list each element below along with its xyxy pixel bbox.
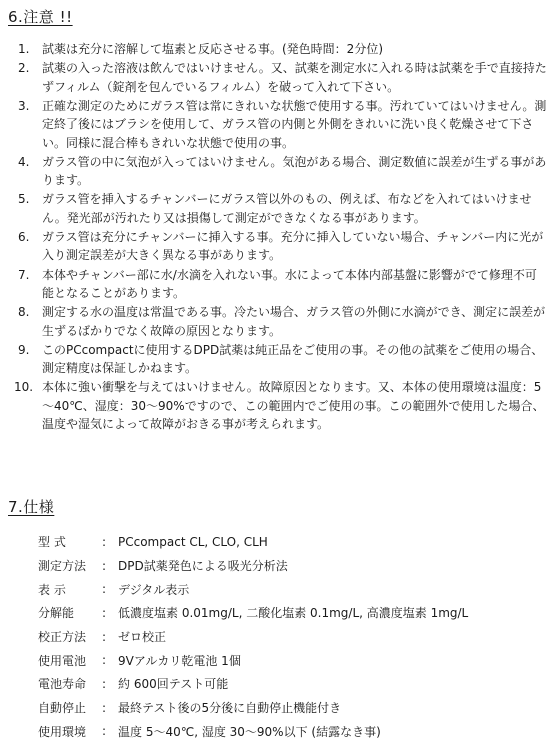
caution-item-text: ガラス管の中に気泡が入ってはいけません。気泡がある場合、測定数値に誤差が生ずる事があります。 xyxy=(0,153,552,190)
caution-item-text: 測定する水の温度は常温である事。冷たい場合、ガラス管の外側に水滴ができ、測定に誤差が生ずるばかりでなく故障の原因となります。 xyxy=(0,303,552,340)
specs-heading: 7.仕様 xyxy=(8,496,54,517)
spec-value: 最終テスト後の5分後に自動停止機能付き xyxy=(118,696,468,720)
spec-row-calibration xyxy=(38,625,468,649)
caution-item-text: 試薬は充分に溶解して塩素と反応させる事。(発色時間：2分位) xyxy=(0,40,552,59)
spec-row-resolution xyxy=(38,601,468,625)
caution-item-number: 1. xyxy=(18,40,29,59)
spec-value: 9Vアルカリ乾電池 1個 xyxy=(118,648,468,672)
caution-item-number: 10. xyxy=(14,378,33,397)
spec-colon: : xyxy=(102,648,118,672)
caution-item-5 xyxy=(0,190,552,227)
spec-label: 測定方法 xyxy=(38,554,102,578)
spec-row-auto-off xyxy=(38,696,468,720)
spec-label: 電池寿命 xyxy=(38,672,102,696)
spec-value: ゼロ校正 xyxy=(118,625,468,649)
spec-value: 約 600回テスト可能 xyxy=(118,672,468,696)
spec-colon: : xyxy=(102,577,118,601)
spec-row-battery xyxy=(38,648,468,672)
spec-value: PCcompact CL, CLO, CLH xyxy=(118,530,468,554)
caution-item-text: ガラス管を挿入するチャンバーにガラス管以外のもの、例えば、布などを入れてはいけません。発光部が汚れたり又は損傷して測定ができなくなる事があります。 xyxy=(0,190,552,227)
caution-item-number: 9. xyxy=(18,341,29,360)
spec-row-model xyxy=(38,530,468,554)
caution-item-4 xyxy=(0,153,552,190)
spec-label: 分解能 xyxy=(38,601,102,625)
spec-label: 自動停止 xyxy=(38,696,102,720)
spec-value: DPD試薬発色による吸光分析法 xyxy=(118,554,468,578)
caution-item-number: 2. xyxy=(18,59,29,78)
caution-item-number: 8. xyxy=(18,303,29,322)
caution-list xyxy=(0,40,552,434)
caution-item-number: 7. xyxy=(18,266,29,285)
spec-value: デジタル表示 xyxy=(118,577,468,601)
spec-colon: : xyxy=(102,672,118,696)
caution-item-number: 5. xyxy=(18,190,29,209)
spec-colon: : xyxy=(102,625,118,649)
caution-item-10 xyxy=(0,378,552,434)
spec-label: 使用環境 xyxy=(38,720,102,743)
caution-item-number: 4. xyxy=(18,153,29,172)
caution-item-text: 本体やチャンバー部に水/水滴を入れない事。水によって本体内部基盤に影響がでて修理不可能となることがあります。 xyxy=(0,266,552,303)
spec-row-display xyxy=(38,577,468,601)
caution-item-text: 正確な測定のためにガラス管は常にきれいな状態で使用する事。汚れていてはいけません。測定終了後にはブラシを使用して、ガラス管の内側と外側をきれいに洗い良く乾燥させて下さい。同様に混合棒もきれいな状態で使用の事。 xyxy=(0,97,552,153)
caution-item-6 xyxy=(0,228,552,265)
spec-label: 使用電池 xyxy=(38,648,102,672)
spec-colon: : xyxy=(102,554,118,578)
spec-colon: : xyxy=(102,696,118,720)
caution-item-text: ガラス管は充分にチャンバーに挿入する事。充分に挿入していない場合、チャンバー内に光が入り測定誤差が大きく異なる事があります。 xyxy=(0,228,552,265)
caution-item-number: 3. xyxy=(18,97,29,116)
spec-table xyxy=(38,530,468,743)
caution-item-9 xyxy=(0,341,552,378)
spec-label: 型 式 xyxy=(38,530,102,554)
spec-label: 表 示 xyxy=(38,577,102,601)
spec-colon: : xyxy=(102,530,118,554)
spec-colon: : xyxy=(102,601,118,625)
caution-item-number: 6. xyxy=(18,228,29,247)
caution-item-8 xyxy=(0,303,552,340)
spec-label: 校正方法 xyxy=(38,625,102,649)
caution-item-7 xyxy=(0,266,552,303)
spec-row-environment xyxy=(38,720,468,743)
spec-colon: : xyxy=(102,720,118,743)
caution-item-text: 試薬の入った溶液は飲んではいけません。又、試薬を測定水に入れる時は試薬を手で直接持たずフィルム（錠剤を包んでいるフィルム）を破って入れて下さい。 xyxy=(0,59,552,96)
spec-row-method xyxy=(38,554,468,578)
spec-value: 低濃度塩素 0.01mg/L, 二酸化塩素 0.1mg/L, 高濃度塩素 1mg/L xyxy=(118,601,468,625)
caution-item-2 xyxy=(0,59,552,96)
caution-heading: 6.注意 !! xyxy=(8,6,73,27)
caution-item-1 xyxy=(0,40,552,59)
caution-item-text: このPCcompactに使用するDPD試薬は純正品をご使用の事。その他の試薬をご使用の場合、測定精度は保証しかねます。 xyxy=(0,341,552,378)
caution-item-3 xyxy=(0,97,552,153)
spec-row-battery-life xyxy=(38,672,468,696)
spec-value: 温度 5～40℃, 湿度 30～90%以下 (結露なき事) xyxy=(118,720,468,743)
caution-item-text: 本体に強い衝撃を与えてはいけません。故障原因となります。又、本体の使用環境は温度：5～40℃、湿度：30～90%ですので、この範囲内でご使用の事。この範囲外で使用した場合、温度や湿気によって故障がおきる事が考えられます。 xyxy=(0,378,552,434)
